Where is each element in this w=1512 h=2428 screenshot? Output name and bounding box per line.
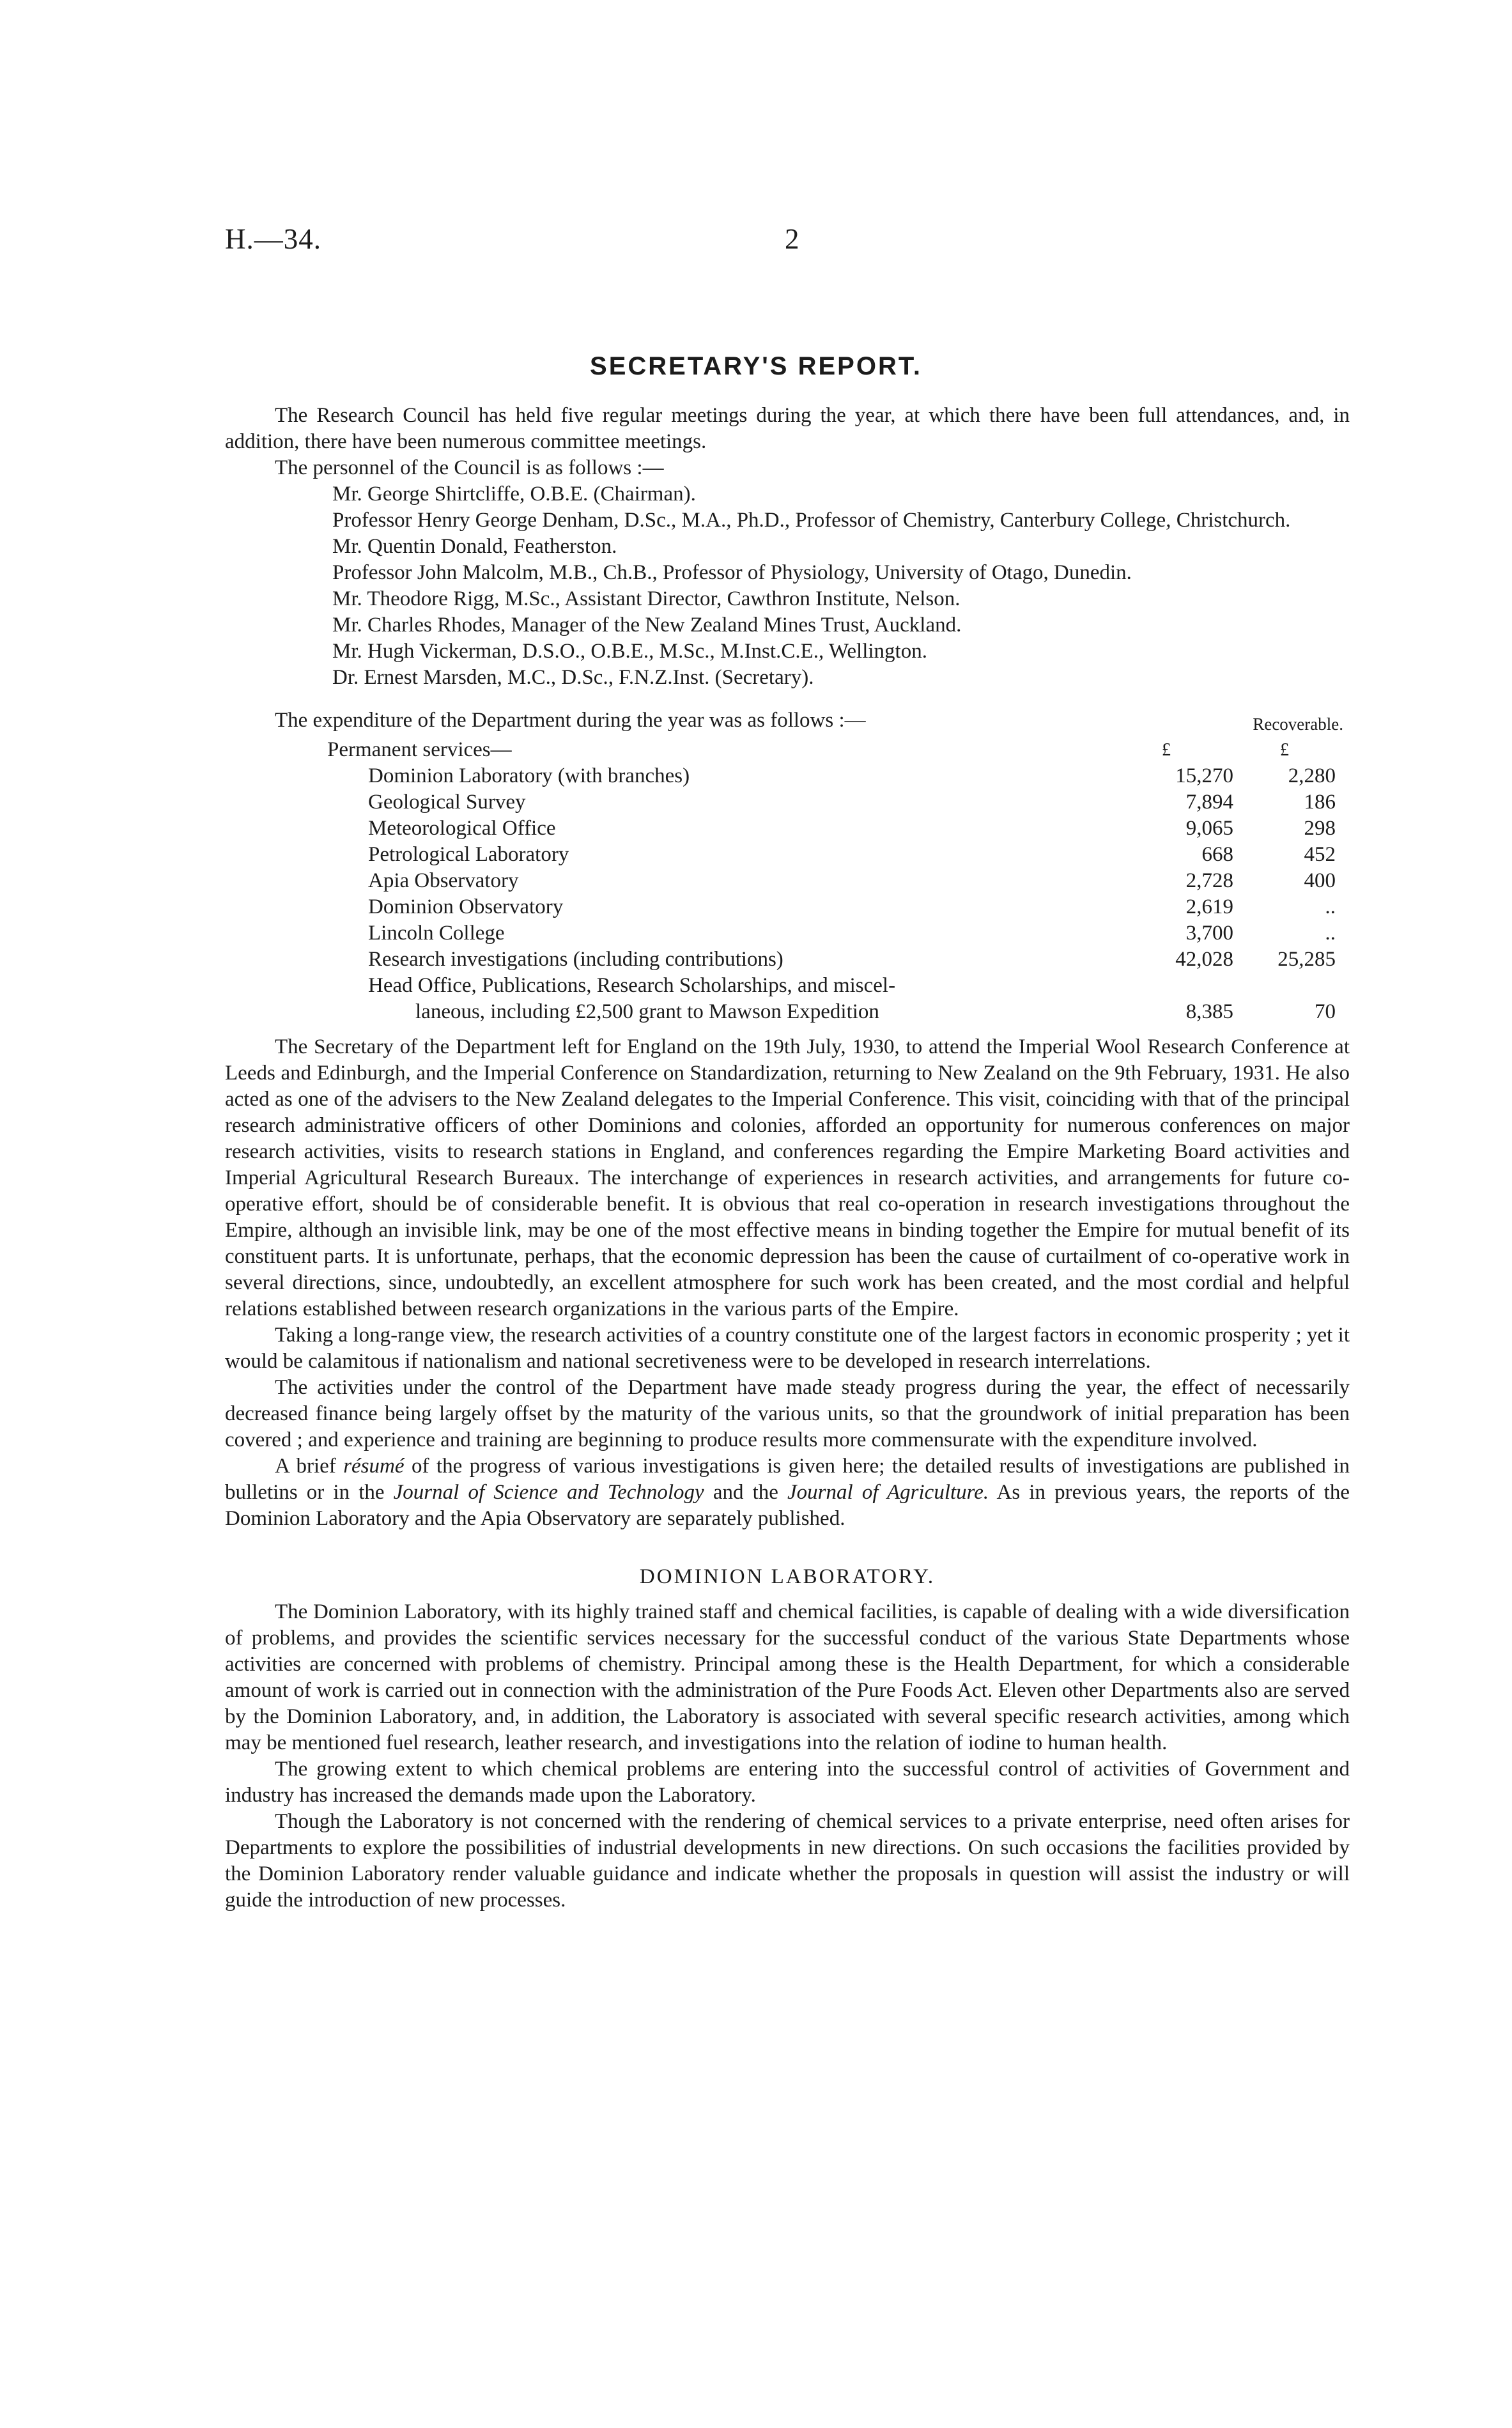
row-label: Dominion Laboratory (with branches) (368, 764, 690, 787)
row-label: Research investigations (including contributions) (368, 948, 783, 971)
section-paragraph: The growing extent to which chemical problems are entering into the successful control of activities of Government and industry has increased the demands made upon the Laboratory. (225, 1758, 1350, 1807)
row-recoverable: .. (1325, 922, 1336, 945)
row-amount: 9,065 (1185, 817, 1233, 840)
list-item: Professor John Malcolm, M.B., Ch.B., Professor of Physiology, University of Otago, Dunedin. (332, 561, 1132, 584)
table-row (225, 894, 1350, 920)
row-recoverable: 452 (1304, 843, 1336, 866)
journal-title: Journal of Science and Technology (393, 1481, 704, 1504)
row-amount: 15,270 (1175, 764, 1233, 787)
report-title: SECRETARY'S REPORT. (590, 352, 922, 380)
body-paragraph: The Secretary of the Department left for England on the 19th July, 1930, to attend the Imperial Wool Research Conference at Leeds and Edinburgh, and the Imperial Conference on Standardization, returning to New Zealand on the 9th February, 1931. He also acted as one of the advisers to the New Zealand delegates to the Imperial Conference. This visit, coinciding with that of the principal research administrative officers of other Dominions and colonies, afforded an opportunity for numerous conferences on major research activities, visits to research stations in England, and conferences regarding the Empire Marketing Board activities and Imperial Agricultural Research Bureaux. The interchange of experiences in research activities, and arrangements for future co-operative effort, should be of considerable benefit. It is obvious that real co-operation in research investigations throughout the Empire, although an invisible link, may be one of the most effective means in binding together the Empire for mutual benefit of its constituent parts. It is unfortunate, perhaps, that the economic depression has been the cause of curtailment of co-operative work in several directions, since, undoubtedly, an excellent atmosphere for such work has been created, and the most cordial and helpful relations established between research organizations in the various parts of the Empire. (225, 1035, 1350, 1320)
table-row (225, 763, 1350, 789)
table-row (225, 842, 1350, 868)
expenditure-table (225, 737, 1350, 1025)
row-label-line1: Head Office, Publications, Research Scholarships, and miscel- (368, 974, 896, 997)
row-label: Apia Observatory (368, 869, 519, 892)
list-item: Mr. Charles Rhodes, Manager of the New Zealand Mines Trust, Auckland. (332, 614, 962, 637)
list-item: Dr. Ernest Marsden, M.C., D.Sc., F.N.Z.Inst. (Secretary). (332, 666, 814, 689)
row-amount: 3,700 (1185, 922, 1233, 945)
row-label: Geological Survey (368, 791, 526, 814)
body-paragraph: The activities under the control of the Department have made steady progress during the year, the effect of necessarily decreased finance being largely offset by the maturity of the various units, so that the groundwork of initial preparation has been covered ; and experience and training are beginning to produce results more commensurate with the expenditure involved. (225, 1376, 1350, 1451)
report-body (225, 403, 1350, 1914)
row-recoverable: 186 (1304, 791, 1336, 814)
table-row (225, 868, 1350, 894)
row-recoverable: 25,285 (1277, 948, 1336, 971)
row-recoverable: 400 (1304, 869, 1336, 892)
section-heading: DOMINION LABORATORY. (639, 1565, 936, 1588)
row-amount: 8,385 (1185, 1000, 1233, 1023)
table-row (225, 789, 1350, 816)
table-row (225, 973, 1350, 999)
personnel-intro: The personnel of the Council is as follows :— (275, 456, 664, 479)
row-amount: 668 (1201, 843, 1233, 866)
page-number: 2 (785, 223, 799, 255)
list-item: Professor Henry George Denham, D.Sc., M.A., Ph.D., Professor of Chemistry, Canterbury College, Christchurch. (332, 509, 1291, 532)
resume-paragraph: A brief résumé of the progress of various investigations is given here; the detailed results of investigations are published in bulletins or in the Journal of Science and Technology and the Journal of Agriculture. As in previous years, the reports of the Dominion Laboratory and the Apia Observatory are separately published. (225, 1455, 1350, 1530)
currency-symbol: £ (1162, 740, 1171, 760)
intro-paragraph: The Research Council has held five regular meetings during the year, at which there have been full attendances, and, in addition, there have been numerous committee meetings. (225, 404, 1350, 453)
row-label: Meteorological Office (368, 817, 556, 840)
list-item: Mr. George Shirtcliffe, O.B.E. (Chairman). (332, 483, 696, 506)
body-paragraph: Taking a long-range view, the research activities of a country constitute one of the largest factors in economic prosperity ; yet it would be calamitous if nationalism and national secretiveness were to be developed in research interrelations. (225, 1324, 1350, 1373)
row-amount: 7,894 (1185, 791, 1233, 814)
section-paragraph: The Dominion Laboratory, with its highly trained staff and chemical facilities, is capable of dealing with a wide diversification of problems, and provides the scientific services necessary for the successful conduct of the various State Departments whose activities are concerned with problems of chemistry. Principal among these is the Health Department, for which a considerable amount of work is carried out in connection with the administration of the Pure Foods Act. Eleven other Departments also are served by the Dominion Laboratory, and, in addition, the Laboratory is associated with several specific research activities, among which may be mentioned fuel research, leather research, and investigations into the relation of iodine to human health. (225, 1600, 1350, 1754)
row-recoverable: 298 (1304, 817, 1336, 840)
table-row (225, 816, 1350, 842)
table-row (225, 920, 1350, 947)
row-recoverable: 2,280 (1288, 764, 1336, 787)
table-row (225, 999, 1350, 1025)
journal-title: Journal of Agriculture. (787, 1481, 989, 1504)
row-recoverable: 70 (1315, 1000, 1336, 1023)
document-id: H.—34. (225, 223, 321, 255)
row-recoverable: .. (1325, 895, 1336, 918)
table-row (225, 947, 1350, 973)
row-label-line2: laneous, including £2,500 grant to Mawson Expedition (415, 1000, 879, 1023)
section-paragraph: Though the Laboratory is not concerned with the rendering of chemical services to a private enterprise, need often arises for Departments to explore the possibilities of industrial developments in new directions. On such occasions the facilities provided by the Dominion Laboratory render valuable guidance and indicate whether the proposals in question will assist the industry or will guide the introduction of new processes. (225, 1810, 1350, 1912)
row-label: Lincoln College (368, 922, 505, 945)
italic-text: résumé (343, 1455, 405, 1478)
group-label: Permanent services— (327, 738, 512, 761)
expenditure-intro: The expenditure of the Department during the year was as follows :— (275, 709, 866, 732)
list-item: Mr. Theodore Rigg, M.Sc., Assistant Director, Cawthron Institute, Nelson. (332, 587, 960, 610)
list-item: Mr. Hugh Vickerman, D.S.O., O.B.E., M.Sc., M.Inst.C.E., Wellington. (332, 640, 927, 663)
row-amount: 2,619 (1185, 895, 1233, 918)
list-item: Mr. Quentin Donald, Featherston. (332, 535, 617, 558)
row-amount: 2,728 (1185, 869, 1233, 892)
currency-symbol: £ (1280, 740, 1289, 760)
row-label: Petrological Laboratory (368, 843, 569, 866)
council-members-list (332, 481, 1350, 691)
recoverable-heading: Recoverable. (1253, 715, 1343, 734)
expenditure-intro-line (225, 705, 1350, 736)
table-row (225, 737, 1350, 763)
row-label: Dominion Observatory (368, 895, 564, 918)
row-amount: 42,028 (1175, 948, 1233, 971)
